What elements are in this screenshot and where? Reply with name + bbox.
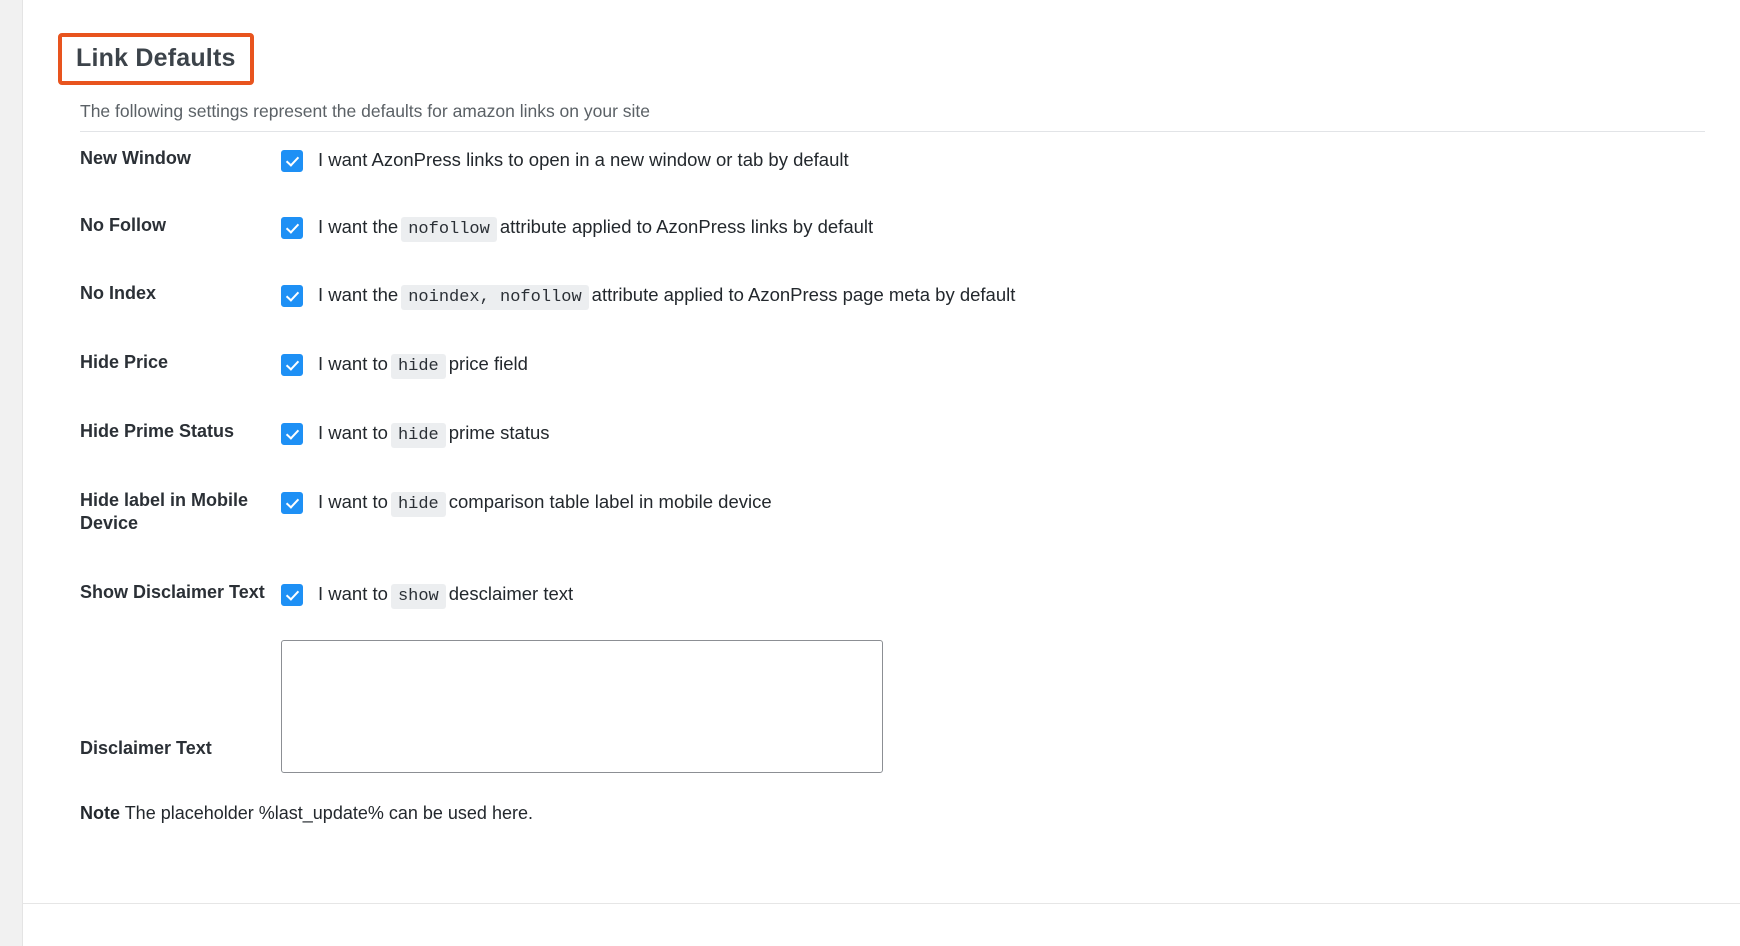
setting-field-no-follow [281,214,1740,242]
setting-description-hide-price [318,352,528,379]
setting-field-disclaimer-text [281,639,1740,773]
bottom-divider [23,903,1740,904]
note-prefix: Note [80,802,120,823]
setting-code-show: show [391,584,446,609]
setting-label-hide-prime-status: Hide Prime Status [80,421,235,441]
setting-description-hide-label-mobile [318,490,772,517]
setting-row-no-index [23,282,1740,310]
setting-text-before: I want to [318,582,388,604]
checkbox-new-window[interactable] [281,150,303,172]
checkbox-show-disclaimer[interactable] [281,584,303,606]
page-title-highlight [58,33,254,85]
setting-text-before: I want the [318,284,399,305]
setting-label-disclaimer-text: Disclaimer Text [80,737,212,758]
disclaimer-textarea[interactable] [281,640,883,773]
setting-code-hide: hide [391,354,446,379]
setting-code-noindex: noindex, nofollow [401,285,588,310]
setting-code-nofollow: nofollow [401,217,497,242]
setting-row-hide-label-mobile [23,489,1740,536]
setting-text-after: comparison table label in mobile device [448,491,772,512]
setting-description-new-window [318,148,849,172]
setting-label-no-index: No Index [80,283,157,303]
checkbox-no-follow[interactable] [281,217,303,239]
setting-text-after: prime status [448,422,550,443]
setting-row-hide-prime-status [23,420,1740,448]
setting-row-disclaimer-text [23,639,1740,773]
setting-text-after: attribute applied to AzonPress links by default [499,216,874,237]
setting-text-before: I want to [318,422,388,443]
setting-field-no-index [281,282,1740,310]
page-subtitle: The following settings represent the defaults for amazon links on your site [80,101,651,121]
setting-field-hide-prime-status [281,420,1740,448]
setting-text-before: I want the [318,216,399,237]
checkbox-hide-price[interactable] [281,354,303,376]
setting-description-hide-prime-status [318,421,550,448]
setting-label-hide-label-mobile: Hide label in Mobile Device [80,490,249,534]
checkbox-hide-label-mobile[interactable] [281,492,303,514]
setting-text-before: I want to [318,353,388,374]
setting-description-no-follow [318,215,873,242]
left-gutter [0,0,23,946]
setting-text-after: price field [448,353,528,374]
setting-label-show-disclaimer: Show Disclaimer Text [80,581,265,602]
setting-field-hide-label-mobile [281,489,1740,517]
settings-rows [23,147,1740,824]
setting-field-new-window [281,147,1740,172]
setting-row-new-window [23,147,1740,172]
setting-code-hide: hide [391,492,446,517]
setting-code-hide: hide [391,423,446,448]
setting-row-show-disclaimer [23,581,1740,609]
setting-field-show-disclaimer [281,581,1740,609]
setting-text-before: I want to [318,491,388,512]
settings-content [23,0,1740,946]
header-divider [80,131,1705,132]
setting-text-before: I want AzonPress links to open in a new window or tab by default [318,149,849,170]
setting-description-show-disclaimer [318,582,573,609]
setting-description-no-index [318,283,1015,310]
setting-row-hide-price [23,351,1740,379]
setting-label-new-window: New Window [80,148,191,168]
note-row [23,803,1740,824]
note-text: The placeholder %last_update% can be used here. [124,802,533,823]
setting-text-after: attribute applied to AzonPress page meta by default [591,284,1016,305]
setting-field-hide-price [281,351,1740,379]
setting-label-no-follow: No Follow [80,215,166,235]
checkbox-no-index[interactable] [281,285,303,307]
setting-text-after: desclaimer text [448,582,574,604]
page-title: Link Defaults [58,33,254,85]
setting-label-hide-price: Hide Price [80,352,169,372]
setting-row-no-follow [23,214,1740,242]
checkbox-hide-prime-status[interactable] [281,423,303,445]
